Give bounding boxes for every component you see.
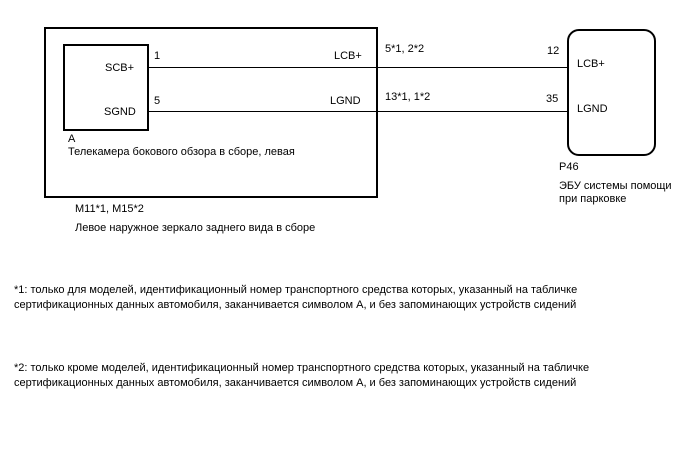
ecu-connector-code: P46 [559,161,579,173]
footnote-2 [14,361,674,391]
connector-note-lgnd: 13*1, 1*2 [385,91,431,103]
footnote-1-line2: сертификационных данных автомобиля, заканчивается символом А, и без запоминающих устройств сидений [14,299,577,311]
ecu-name-line2: при парковке [559,193,627,205]
ecu-box [567,29,656,156]
ecu-name-line1: ЭБУ системы помощи [559,180,672,192]
wire-label-lgnd: LGND [330,95,361,107]
footnote-2-line1: *2: только кроме моделей, идентификационный номер транспортного средства которых, указанный на табличке [14,362,590,374]
camera-pin-label-scb: SCB+ [105,62,135,74]
mirror-assembly-name: Левое наружное зеркало заднего вида в сборе [75,222,316,234]
footnote-1 [14,283,674,313]
wire-label-lcb: LCB+ [334,50,362,62]
camera-connector-letter: A [68,133,76,145]
footnote-1-line1: *1: только для моделей, идентификационный номер транспортного средства которых, указанный на табличке [14,284,578,296]
ecu-pin-label-lgnd: LGND [577,103,608,115]
camera-pin-number-5: 5 [154,95,161,107]
ecu-pin-label-lcb: LCB+ [577,58,605,70]
wire-lgnd [149,111,567,112]
connector-note-lcb: 5*1, 2*2 [385,43,425,55]
mirror-connector-codes: M11*1, M15*2 [75,203,144,215]
ecu-pin-number-35: 35 [546,93,559,105]
camera-pin-label-sgnd: SGND [104,106,136,118]
camera-pin-number-1: 1 [154,50,161,62]
wire-lcb [149,67,567,68]
footnote-2-line2: сертификационных данных автомобиля, заканчивается символом А, и без запоминающих устройств сидений [14,377,577,389]
ecu-pin-number-12: 12 [547,45,560,57]
camera-name: Телекамера бокового обзора в сборе, левая [68,146,295,158]
